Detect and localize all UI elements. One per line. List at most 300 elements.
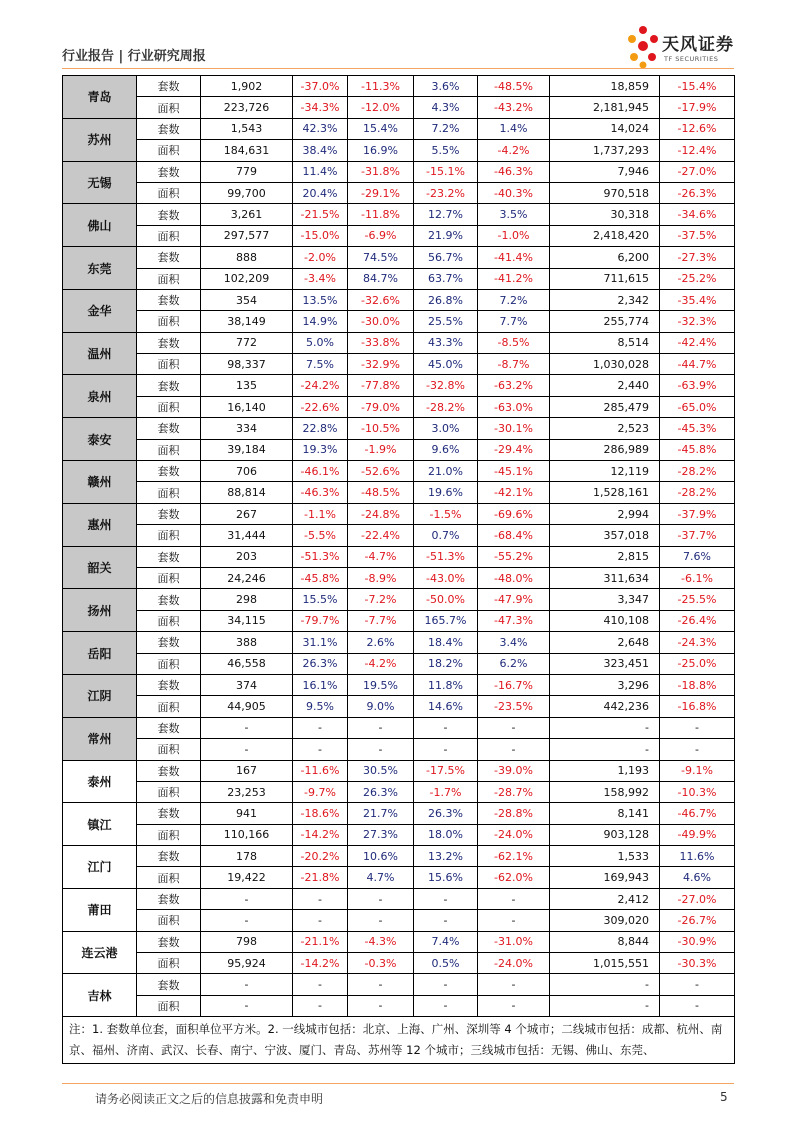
weekly-value-cell: 772 [201, 332, 293, 353]
logo-text-en: TF SECURITIES [664, 55, 719, 63]
metric-label-cell: 面积 [137, 953, 201, 974]
change-pct-cell: 12.7% [414, 204, 478, 225]
change-pct-cell: -12.6% [660, 118, 735, 139]
change-pct-cell: 5.5% [414, 140, 478, 161]
metric-label-cell: 面积 [137, 910, 201, 931]
ytd-value-cell: 2,523 [550, 418, 660, 439]
ytd-value-cell: 410,108 [550, 610, 660, 631]
metric-label-cell: 套数 [137, 974, 201, 995]
weekly-value-cell: 354 [201, 289, 293, 310]
change-pct-cell: -31.0% [478, 931, 550, 952]
change-pct-cell: -41.4% [478, 247, 550, 268]
city-name-cell: 泰州 [63, 760, 137, 803]
change-pct-cell: -22.4% [348, 525, 414, 546]
metric-label-cell: 面积 [137, 140, 201, 161]
change-pct-cell: 4.7% [348, 867, 414, 888]
change-pct-cell: -17.5% [414, 760, 478, 781]
table-row [63, 332, 735, 353]
weekly-value-cell: 798 [201, 931, 293, 952]
change-pct-cell: 30.5% [348, 760, 414, 781]
change-pct-cell: 165.7% [414, 610, 478, 631]
metric-label-cell: 面积 [137, 311, 201, 332]
ytd-value-cell: 8,514 [550, 332, 660, 353]
change-pct-cell: - [348, 995, 414, 1016]
ytd-value-cell: 903,128 [550, 824, 660, 845]
ytd-value-cell: 1,528,161 [550, 482, 660, 503]
change-pct-cell: -45.8% [293, 567, 348, 588]
weekly-value-cell: 34,115 [201, 610, 293, 631]
change-pct-cell: 15.6% [414, 867, 478, 888]
city-name-cell: 金华 [63, 289, 137, 332]
weekly-value-cell: 178 [201, 846, 293, 867]
weekly-value-cell: - [201, 995, 293, 1016]
metric-label-cell: 面积 [137, 482, 201, 503]
table-row [63, 803, 735, 824]
change-pct-cell: -43.0% [414, 567, 478, 588]
change-pct-cell: 19.3% [293, 439, 348, 460]
city-name-cell: 东莞 [63, 247, 137, 290]
city-name-cell: 莆田 [63, 888, 137, 931]
table-row [63, 867, 735, 888]
change-pct-cell: -11.6% [293, 760, 348, 781]
metric-label-cell: 面积 [137, 653, 201, 674]
change-pct-cell: -51.3% [414, 546, 478, 567]
change-pct-cell: -31.8% [348, 161, 414, 182]
change-pct-cell: 3.5% [478, 204, 550, 225]
change-pct-cell: -27.0% [660, 888, 735, 909]
change-pct-cell: -47.3% [478, 610, 550, 631]
metric-label-cell: 套数 [137, 118, 201, 139]
table-row [63, 76, 735, 97]
change-pct-cell: -65.0% [660, 396, 735, 417]
change-pct-cell: -15.0% [293, 225, 348, 246]
change-pct-cell: -62.0% [478, 867, 550, 888]
change-pct-cell: -21.1% [293, 931, 348, 952]
city-name-cell: 青岛 [63, 76, 137, 119]
change-pct-cell: 26.3% [414, 803, 478, 824]
change-pct-cell: 7.4% [414, 931, 478, 952]
change-pct-cell: 14.6% [414, 696, 478, 717]
change-pct-cell: - [478, 888, 550, 909]
metric-label-cell: 面积 [137, 610, 201, 631]
change-pct-cell: 42.3% [293, 118, 348, 139]
table-row [63, 289, 735, 310]
change-pct-cell: -23.5% [478, 696, 550, 717]
table-note-row [63, 1017, 735, 1064]
ytd-value-cell: 2,648 [550, 632, 660, 653]
change-pct-cell: - [293, 995, 348, 1016]
ytd-value-cell: 1,533 [550, 846, 660, 867]
change-pct-cell: -77.8% [348, 375, 414, 396]
table-row [63, 225, 735, 246]
change-pct-cell: -26.4% [660, 610, 735, 631]
city-name-cell: 常州 [63, 717, 137, 760]
change-pct-cell: -37.5% [660, 225, 735, 246]
change-pct-cell: 7.5% [293, 354, 348, 375]
city-name-cell: 韶关 [63, 546, 137, 589]
metric-label-cell: 套数 [137, 289, 201, 310]
table-row [63, 161, 735, 182]
weekly-value-cell: 98,337 [201, 354, 293, 375]
change-pct-cell: -28.7% [478, 781, 550, 802]
change-pct-cell: 27.3% [348, 824, 414, 845]
page-header-title: 行业报告 | 行业研究周报 [62, 49, 206, 64]
city-name-cell: 岳阳 [63, 632, 137, 675]
weekly-value-cell: 298 [201, 589, 293, 610]
footer-disclaimer: 请务必阅读正文之后的信息披露和免责申明 [95, 1092, 324, 1106]
ytd-value-cell: 3,296 [550, 674, 660, 695]
change-pct-cell: - [414, 888, 478, 909]
ytd-value-cell: 2,440 [550, 375, 660, 396]
metric-label-cell: 套数 [137, 846, 201, 867]
table-row [63, 974, 735, 995]
city-name-cell: 江门 [63, 846, 137, 889]
page-number: 5 [720, 1090, 728, 1104]
change-pct-cell: -14.2% [293, 953, 348, 974]
change-pct-cell: -5.5% [293, 525, 348, 546]
change-pct-cell: 15.5% [293, 589, 348, 610]
change-pct-cell: -30.0% [348, 311, 414, 332]
change-pct-cell: -46.1% [293, 461, 348, 482]
city-name-cell: 温州 [63, 332, 137, 375]
change-pct-cell: -30.9% [660, 931, 735, 952]
metric-label-cell: 套数 [137, 161, 201, 182]
change-pct-cell: 7.2% [478, 289, 550, 310]
change-pct-cell: - [293, 717, 348, 738]
change-pct-cell: -27.0% [660, 161, 735, 182]
weekly-value-cell: 184,631 [201, 140, 293, 161]
city-name-cell: 连云港 [63, 931, 137, 974]
ytd-value-cell: 6,200 [550, 247, 660, 268]
change-pct-cell: -7.7% [348, 610, 414, 631]
ytd-value-cell: 442,236 [550, 696, 660, 717]
metric-label-cell: 面积 [137, 525, 201, 546]
ytd-value-cell: 7,946 [550, 161, 660, 182]
metric-label-cell: 套数 [137, 589, 201, 610]
weekly-value-cell: 388 [201, 632, 293, 653]
change-pct-cell: -49.9% [660, 824, 735, 845]
ytd-value-cell: 2,342 [550, 289, 660, 310]
weekly-value-cell: 941 [201, 803, 293, 824]
weekly-value-cell: 374 [201, 674, 293, 695]
table-row [63, 846, 735, 867]
ytd-value-cell: 2,418,420 [550, 225, 660, 246]
metric-label-cell: 面积 [137, 97, 201, 118]
change-pct-cell: -52.6% [348, 461, 414, 482]
metric-label-cell: 套数 [137, 803, 201, 824]
change-pct-cell: -29.4% [478, 439, 550, 460]
metric-label-cell: 套数 [137, 717, 201, 738]
change-pct-cell: -46.3% [478, 161, 550, 182]
metric-label-cell: 面积 [137, 781, 201, 802]
change-pct-cell: -21.8% [293, 867, 348, 888]
change-pct-cell: -9.7% [293, 781, 348, 802]
change-pct-cell: 43.3% [414, 332, 478, 353]
change-pct-cell: 38.4% [293, 140, 348, 161]
table-row [63, 610, 735, 631]
metric-label-cell: 面积 [137, 225, 201, 246]
ytd-value-cell: 1,193 [550, 760, 660, 781]
change-pct-cell: -26.3% [660, 182, 735, 203]
table-row [63, 910, 735, 931]
metric-label-cell: 套数 [137, 418, 201, 439]
city-name-cell: 惠州 [63, 503, 137, 546]
city-name-cell: 江阴 [63, 674, 137, 717]
city-name-cell: 无锡 [63, 161, 137, 204]
table-row [63, 717, 735, 738]
change-pct-cell: -30.3% [660, 953, 735, 974]
change-pct-cell: 26.3% [293, 653, 348, 674]
ytd-value-cell: 158,992 [550, 781, 660, 802]
metric-label-cell: 面积 [137, 995, 201, 1016]
ytd-value-cell: 1,015,551 [550, 953, 660, 974]
change-pct-cell: -14.2% [293, 824, 348, 845]
city-name-cell: 佛山 [63, 204, 137, 247]
change-pct-cell: -37.9% [660, 503, 735, 524]
change-pct-cell: 18.0% [414, 824, 478, 845]
change-pct-cell: 21.7% [348, 803, 414, 824]
weekly-value-cell: 46,558 [201, 653, 293, 674]
change-pct-cell: - [660, 995, 735, 1016]
metric-label-cell: 套数 [137, 503, 201, 524]
ytd-value-cell: 323,451 [550, 653, 660, 674]
table-row [63, 503, 735, 524]
change-pct-cell: -33.8% [348, 332, 414, 353]
change-pct-cell: - [348, 717, 414, 738]
change-pct-cell: -29.1% [348, 182, 414, 203]
change-pct-cell: 1.4% [478, 118, 550, 139]
weekly-value-cell: 38,149 [201, 311, 293, 332]
ytd-value-cell: 285,479 [550, 396, 660, 417]
change-pct-cell: - [478, 974, 550, 995]
change-pct-cell: 18.4% [414, 632, 478, 653]
change-pct-cell: -32.3% [660, 311, 735, 332]
weekly-value-cell: 24,246 [201, 567, 293, 588]
table-row [63, 182, 735, 203]
change-pct-cell: 11.6% [660, 846, 735, 867]
footer-divider [62, 1083, 734, 1084]
change-pct-cell: -0.3% [348, 953, 414, 974]
change-pct-cell: -9.1% [660, 760, 735, 781]
ytd-value-cell: 8,844 [550, 931, 660, 952]
change-pct-cell: -48.5% [478, 76, 550, 97]
change-pct-cell: 84.7% [348, 268, 414, 289]
change-pct-cell: -42.1% [478, 482, 550, 503]
city-name-cell: 镇江 [63, 803, 137, 846]
table-row [63, 760, 735, 781]
change-pct-cell: -30.1% [478, 418, 550, 439]
metric-label-cell: 套数 [137, 204, 201, 225]
table-row [63, 696, 735, 717]
change-pct-cell: -41.2% [478, 268, 550, 289]
change-pct-cell: -37.7% [660, 525, 735, 546]
change-pct-cell: - [660, 717, 735, 738]
change-pct-cell: 18.2% [414, 653, 478, 674]
change-pct-cell: -63.0% [478, 396, 550, 417]
metric-label-cell: 套数 [137, 375, 201, 396]
change-pct-cell: -12.4% [660, 140, 735, 161]
change-pct-cell: -35.4% [660, 289, 735, 310]
change-pct-cell: - [414, 717, 478, 738]
table-row [63, 396, 735, 417]
ytd-value-cell: 711,615 [550, 268, 660, 289]
change-pct-cell: - [348, 888, 414, 909]
weekly-value-cell: 1,543 [201, 118, 293, 139]
ytd-value-cell: 14,024 [550, 118, 660, 139]
change-pct-cell: -45.3% [660, 418, 735, 439]
metric-label-cell: 套数 [137, 674, 201, 695]
table-row [63, 739, 735, 760]
change-pct-cell: - [414, 995, 478, 1016]
change-pct-cell: 21.9% [414, 225, 478, 246]
change-pct-cell: - [660, 974, 735, 995]
change-pct-cell: -46.3% [293, 482, 348, 503]
table-row [63, 589, 735, 610]
change-pct-cell: -22.6% [293, 396, 348, 417]
table-row [63, 674, 735, 695]
city-name-cell: 赣州 [63, 461, 137, 504]
metric-label-cell: 面积 [137, 824, 201, 845]
ytd-value-cell: 2,412 [550, 888, 660, 909]
change-pct-cell: -28.8% [478, 803, 550, 824]
change-pct-cell: 16.9% [348, 140, 414, 161]
change-pct-cell: 26.3% [348, 781, 414, 802]
table-row [63, 567, 735, 588]
table-row [63, 653, 735, 674]
ytd-value-cell: - [550, 739, 660, 760]
change-pct-cell: 5.0% [293, 332, 348, 353]
change-pct-cell: -40.3% [478, 182, 550, 203]
change-pct-cell: -32.9% [348, 354, 414, 375]
city-name-cell: 苏州 [63, 118, 137, 161]
city-name-cell: 吉林 [63, 974, 137, 1017]
metric-label-cell: 套数 [137, 931, 201, 952]
change-pct-cell: -2.0% [293, 247, 348, 268]
change-pct-cell: 11.4% [293, 161, 348, 182]
change-pct-cell: 0.5% [414, 953, 478, 974]
change-pct-cell: -46.7% [660, 803, 735, 824]
change-pct-cell: -16.7% [478, 674, 550, 695]
change-pct-cell: 19.5% [348, 674, 414, 695]
city-sales-table-container [62, 75, 735, 1064]
metric-label-cell: 面积 [137, 396, 201, 417]
ytd-value-cell: 30,318 [550, 204, 660, 225]
change-pct-cell: -27.3% [660, 247, 735, 268]
logo-text-cn: 天风证券 [662, 35, 734, 55]
change-pct-cell: -8.7% [478, 354, 550, 375]
weekly-value-cell: 16,140 [201, 396, 293, 417]
change-pct-cell: -68.4% [478, 525, 550, 546]
change-pct-cell: -6.1% [660, 567, 735, 588]
change-pct-cell: -48.0% [478, 567, 550, 588]
change-pct-cell: 10.6% [348, 846, 414, 867]
change-pct-cell: - [348, 910, 414, 931]
metric-label-cell: 面积 [137, 354, 201, 375]
change-pct-cell: -28.2% [660, 482, 735, 503]
change-pct-cell: -18.8% [660, 674, 735, 695]
change-pct-cell: -62.1% [478, 846, 550, 867]
ytd-value-cell: 970,518 [550, 182, 660, 203]
table-row [63, 781, 735, 802]
metric-label-cell: 套数 [137, 461, 201, 482]
weekly-value-cell: - [201, 910, 293, 931]
ytd-value-cell: 357,018 [550, 525, 660, 546]
city-sales-table [62, 75, 735, 1064]
table-row [63, 311, 735, 332]
change-pct-cell: -4.2% [478, 140, 550, 161]
change-pct-cell: -50.0% [414, 589, 478, 610]
change-pct-cell: -44.7% [660, 354, 735, 375]
change-pct-cell: -1.5% [414, 503, 478, 524]
change-pct-cell: - [348, 974, 414, 995]
change-pct-cell: -32.8% [414, 375, 478, 396]
table-row [63, 418, 735, 439]
ytd-value-cell: 311,634 [550, 567, 660, 588]
change-pct-cell: -8.5% [478, 332, 550, 353]
change-pct-cell: -10.5% [348, 418, 414, 439]
change-pct-cell: -45.8% [660, 439, 735, 460]
change-pct-cell: 22.8% [293, 418, 348, 439]
change-pct-cell: 21.0% [414, 461, 478, 482]
change-pct-cell: 11.8% [414, 674, 478, 695]
change-pct-cell: 9.0% [348, 696, 414, 717]
metric-label-cell: 面积 [137, 567, 201, 588]
change-pct-cell: 20.4% [293, 182, 348, 203]
weekly-value-cell: 706 [201, 461, 293, 482]
weekly-value-cell: - [201, 974, 293, 995]
table-row [63, 888, 735, 909]
change-pct-cell: -79.0% [348, 396, 414, 417]
ytd-value-cell: 2,815 [550, 546, 660, 567]
metric-label-cell: 套数 [137, 632, 201, 653]
weekly-value-cell: 888 [201, 247, 293, 268]
weekly-value-cell: 44,905 [201, 696, 293, 717]
change-pct-cell: 15.4% [348, 118, 414, 139]
change-pct-cell: -24.2% [293, 375, 348, 396]
change-pct-cell: -1.7% [414, 781, 478, 802]
weekly-value-cell: 110,166 [201, 824, 293, 845]
change-pct-cell: 0.7% [414, 525, 478, 546]
change-pct-cell: - [478, 995, 550, 1016]
change-pct-cell: -15.1% [414, 161, 478, 182]
weekly-value-cell: 99,700 [201, 182, 293, 203]
change-pct-cell: -55.2% [478, 546, 550, 567]
table-row [63, 439, 735, 460]
ytd-value-cell: 169,943 [550, 867, 660, 888]
change-pct-cell: -51.3% [293, 546, 348, 567]
change-pct-cell: 7.7% [478, 311, 550, 332]
table-row [63, 824, 735, 845]
change-pct-cell: -11.8% [348, 204, 414, 225]
ytd-value-cell: 255,774 [550, 311, 660, 332]
change-pct-cell: - [478, 739, 550, 760]
change-pct-cell: -24.0% [478, 953, 550, 974]
change-pct-cell: - [478, 910, 550, 931]
change-pct-cell: -48.5% [348, 482, 414, 503]
change-pct-cell: -10.3% [660, 781, 735, 802]
change-pct-cell: 6.2% [478, 653, 550, 674]
ytd-value-cell: 286,989 [550, 439, 660, 460]
change-pct-cell: - [293, 910, 348, 931]
change-pct-cell: -21.5% [293, 204, 348, 225]
change-pct-cell: -25.0% [660, 653, 735, 674]
change-pct-cell: -16.8% [660, 696, 735, 717]
table-row [63, 461, 735, 482]
metric-label-cell: 面积 [137, 182, 201, 203]
change-pct-cell: - [414, 974, 478, 995]
weekly-value-cell: 779 [201, 161, 293, 182]
change-pct-cell: 3.6% [414, 76, 478, 97]
